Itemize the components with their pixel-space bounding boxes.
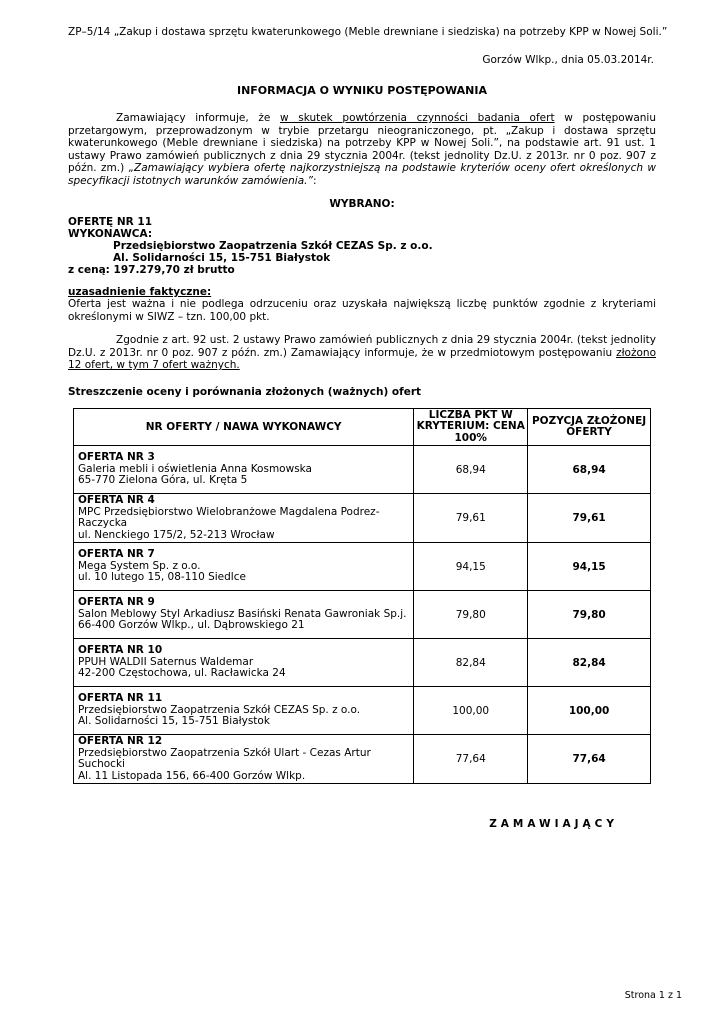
winner-price: z ceną: 197.279,70 zł brutto (68, 264, 235, 276)
table-row (74, 687, 651, 735)
offer-cell (74, 494, 414, 543)
contractor-address: 65-770 Zielona Góra, ul. Kręta 5 (78, 474, 248, 487)
contractor-address: ul. Nenckiego 175/2, 52-213 Wrocław (78, 528, 275, 541)
points-cell: 82,84 (414, 639, 528, 687)
contractor-name: PPUH WALDII Saternus Waldemar (78, 655, 254, 668)
points-cell: 77,64 (414, 735, 528, 784)
intro-italic-text: „Zamawiający wybiera ofertę najkorzystniejszą na podstawie kryteriów oceny ofert określonych w specyfikacji istotnych warunków zamówienia.” (68, 162, 656, 187)
intro-underlined-text: w skutek powtórzenia czynności badania ofert (279, 112, 555, 124)
intro-paragraph (68, 112, 656, 187)
contractor-address: Al. 11 Listopada 156, 66-400 Gorzów Wlkp. (78, 769, 306, 782)
contractor-address: ul. 10 lutego 15, 08-110 Siedlce (78, 571, 246, 584)
column-header-position: POZYCJA ZŁOŻONEJ OFERTY (528, 409, 651, 446)
offer-number: OFERTA NR 9 (78, 596, 155, 609)
column-header-name: NR OFERTY / NAWA WYKONAWCY (74, 409, 414, 446)
contractor-name: Mega System Sp. z o.o. (78, 559, 201, 572)
intro-text-1: Zamawiający informuje, że (116, 112, 280, 124)
intro-text-3: : (312, 174, 317, 187)
table-row (74, 446, 651, 494)
page-title: INFORMACJA O WYNIKU POSTĘPOWANIA (236, 84, 487, 97)
position-cell: 77,64 (528, 735, 651, 784)
winner-block (68, 216, 433, 276)
justification-heading: uzasadnienie faktyczne: (68, 286, 212, 298)
offer-number: OFERTA NR 10 (78, 644, 163, 657)
table-header-row (74, 409, 651, 446)
justification-text: Oferta jest ważna i nie podlega odrzuceniu oraz uzyskała największą liczbę punktów zgodnie z kryteriami określonymi w SIWZ – tzn. 100,00 pkt. (68, 298, 656, 323)
offers-count-text: Zgodnie z art. 92 ust. 2 ustawy Prawo zamówień publicznych z dnia 29 stycznia 2004r. (tekst jednolity Dz.U. z 2013r. nr 0 poz. 907 z późn. zm.) Zamawiający informuje, że w przedmiotowym postępowaniu (68, 334, 656, 359)
offer-cell (74, 446, 414, 494)
offer-cell (74, 735, 414, 784)
offers-count-paragraph (68, 334, 656, 372)
offer-number: OFERTA NR 4 (78, 494, 155, 506)
page-number: Strona 1 z 1 (624, 990, 682, 1001)
position-cell: 94,15 (528, 543, 651, 591)
results-table (73, 408, 651, 784)
date-line: Gorzów Wlkp., dnia 05.03.2014r. (482, 54, 654, 66)
offer-number: OFERTA NR 11 (78, 692, 163, 705)
contractor-address: Al. Solidarności 15, 15-751 Białystok (78, 715, 270, 728)
reference-header: ZP–5/14 „Zakup i dostawa sprzętu kwaterunkowego (Meble drewniane i siedziska) na potrzeby KPP w Nowej Soli.” (68, 26, 668, 38)
table-row (74, 494, 651, 543)
signature-label: ZAMAWIAJĄCY (489, 818, 618, 830)
winner-address: Al. Solidarności 15, 15-751 Białystok (113, 252, 331, 264)
contractor-name: MPC Przedsiębiorstwo Wielobranżowe Magdalena Podrez-Raczycka (78, 505, 380, 529)
summary-heading: Streszczenie oceny i porównania złożonych (ważnych) ofert (68, 386, 422, 398)
points-cell: 94,15 (414, 543, 528, 591)
points-cell: 100,00 (414, 687, 528, 735)
contractor-name: Przedsiębiorstwo Zaopatrzenia Szkół CEZAS Sp. z o.o. (78, 703, 361, 716)
offer-cell (74, 639, 414, 687)
position-cell: 79,80 (528, 591, 651, 639)
offer-number: OFERTA NR 3 (78, 451, 155, 464)
offer-cell (74, 687, 414, 735)
contractor-name: Galeria mebli i oświetlenia Anna Kosmowska (78, 462, 312, 475)
position-cell: 100,00 (528, 687, 651, 735)
winner-name: Przedsiębiorstwo Zaopatrzenia Szkół CEZAS Sp. z o.o. (113, 240, 433, 252)
points-cell: 79,80 (414, 591, 528, 639)
contractor-address: 42-200 Częstochowa, ul. Racławicka 24 (78, 667, 286, 680)
points-cell: 68,94 (414, 446, 528, 494)
offer-cell (74, 591, 414, 639)
table-row (74, 591, 651, 639)
position-cell: 79,61 (528, 494, 651, 543)
chosen-label: WYBRANO: (329, 198, 395, 210)
table-row (74, 639, 651, 687)
offer-cell (74, 543, 414, 591)
column-header-points: LICZBA PKT W KRYTERIUM: CENA 100% (414, 409, 528, 446)
intro-text-2: w postępowaniu przetargowym, przeprowadzonym w trybie przetargu nieograniczonego, pt. „Zakup i dostawa sprzętu kwaterunkowego (Meble drewniane i siedziska) na potrzeby KPP w Nowej Soli.”, na podstawie art. 91 ust. 1 ustawy Prawo zamówień publicznych z dnia 29 stycznia 2004r. (tekst jednolity Dz.U. z 2013r. nr 0 poz. 907 z późn. zm.) (68, 112, 656, 174)
offer-number: OFERTA NR 12 (78, 735, 163, 747)
offer-number: OFERTA NR 7 (78, 548, 155, 561)
contractor-name: Przedsiębiorstwo Zaopatrzenia Szkół Ulart - Cezas Artur Suchocki (78, 746, 371, 770)
table-row (74, 735, 651, 784)
offers-count-underlined: złożono 12 ofert, w tym 7 ofert ważnych. (68, 346, 656, 371)
table-row (74, 543, 651, 591)
points-cell: 79,61 (414, 494, 528, 543)
contractor-address: 66-400 Gorzów Wlkp., ul. Dąbrowskiego 21 (78, 619, 305, 632)
position-cell: 68,94 (528, 446, 651, 494)
contractor-name: Salon Meblowy Styl Arkadiusz Basiński Renata Gawroniak Sp.j. (78, 607, 407, 620)
position-cell: 82,84 (528, 639, 651, 687)
winner-contractor-label: WYKONAWCA: (68, 228, 153, 240)
winner-offer: OFERTĘ NR 11 (68, 216, 153, 228)
